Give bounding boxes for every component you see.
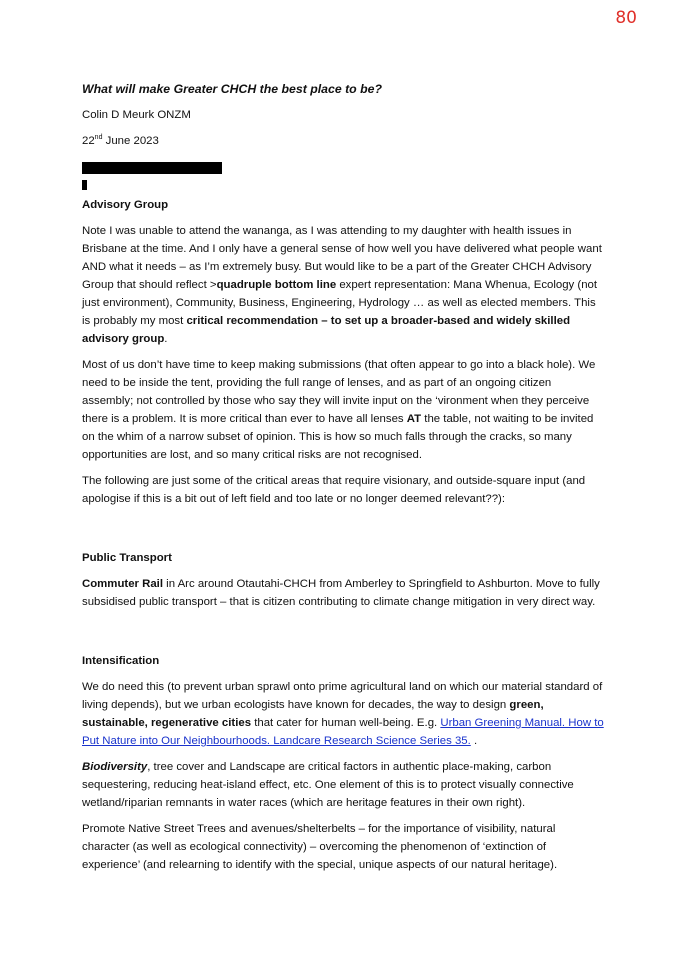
section-spacer [82,516,604,543]
author-line: Colin D Meurk ONZM [82,109,191,121]
text-run: . [164,333,168,345]
text-run: the table, not waiting to be invited on the whim of a narrow subset of opinion. This is how so much falls through the cracks, so many opportunities are lost, and so many critical risks are not recognised. [82,413,594,461]
section-spacer [82,619,604,646]
advisory-paragraph-3: The following are just some of the critical areas that require visionary, and outside-square input (and apologise if this is a bit out of left field and too late or no longer deemed relevant??): [82,475,586,505]
text-run: . [470,735,478,747]
date-suffix: nd [94,134,103,142]
bold-run: quadruple bottom line [216,279,337,291]
bold-run: critical recommendation – to set up a broader-based and widely skilled advisory group [82,315,571,345]
text-run: , tree cover and Landscape are critical factors in authentic place-making, carbon sequestering, reducing heat-island effect, etc. One element of this is to protect visually connective wetland/riparian remnants in water races (which are heritage features in their own right). [82,761,574,809]
advisory-heading: Advisory Group [82,199,169,211]
date-day: 22 [82,135,95,147]
bold-run: green, sustainable, regenerative cities [82,699,544,729]
date-line [82,132,604,150]
intensification-paragraph-2 [82,758,604,812]
text-run: expert representation: Mana Whenua, Ecology (not just environment), Community, Business, Engineering, Hydrology … as well as elected members. This is probably my most [82,279,598,327]
date-rest: June 2023 [102,135,159,147]
document-title: What will make Greater CHCH the best place to be? [82,82,382,96]
text-run: that cater for human well-being. E.g. [251,717,441,729]
transport-heading: Public Transport [82,552,172,564]
intensification-paragraph-1 [82,678,604,750]
advisory-paragraph-1 [82,222,604,348]
advisory-paragraph-2 [82,356,604,464]
page-number: 80 [615,8,637,28]
bold-run: AT [406,413,422,425]
text-run: Note I was unable to attend the wananga, as I was attending to my daughter with health issues in Brisbane at the time. And I only have a general sense of how well you have delivered what people want AND what it needs – as I’m extremely busy. But would like to be a part of the Greater CHCH Advisory Group that should reflect > [82,225,602,291]
redaction-mark [82,180,87,190]
document-body [82,80,604,882]
urban-greening-manual-link[interactable]: Urban Greening Manual. How to Put Nature into Our Neighbourhoods. Landcare Research Science Series 35. [82,717,604,747]
text-run: We do need this (to prevent urban sprawl onto prime agricultural land on which our material standard of living depends), but we urban ecologists have known for decades, the way to design [82,681,603,711]
text-run: in Arc around Otautahi-CHCH from Amberley to Springfield to Ashburton. Move to fully subsidised public transport – that is citizen contributing to climate change mitigation in very direct way. [82,578,600,608]
text-run: Most of us don’t have time to keep making submissions (that often appear to go into a black hole). We need to be inside the tent, providing the full range of lenses, and as part of an ongoing citizen assembly; not controlled by those who say they will invite input on the ‘vironment when they perceive there is a problem. It is more critical than ever to have all lenses [82,359,596,425]
transport-paragraph-1 [82,575,604,611]
bold-italic-run: Biodiversity [82,761,148,773]
redaction-bar [82,162,222,174]
bold-run: Commuter Rail [82,578,164,590]
intensification-heading: Intensification [82,655,160,667]
intensification-paragraph-3: Promote Native Street Trees and avenues/shelterbelts – for the importance of visibility, natural character (as well as ecological connectivity) – overcoming the phenomenon of ‘extinction of experience’ (and relearning to identify with the special, unique aspects of our natural heritage). [82,823,558,871]
